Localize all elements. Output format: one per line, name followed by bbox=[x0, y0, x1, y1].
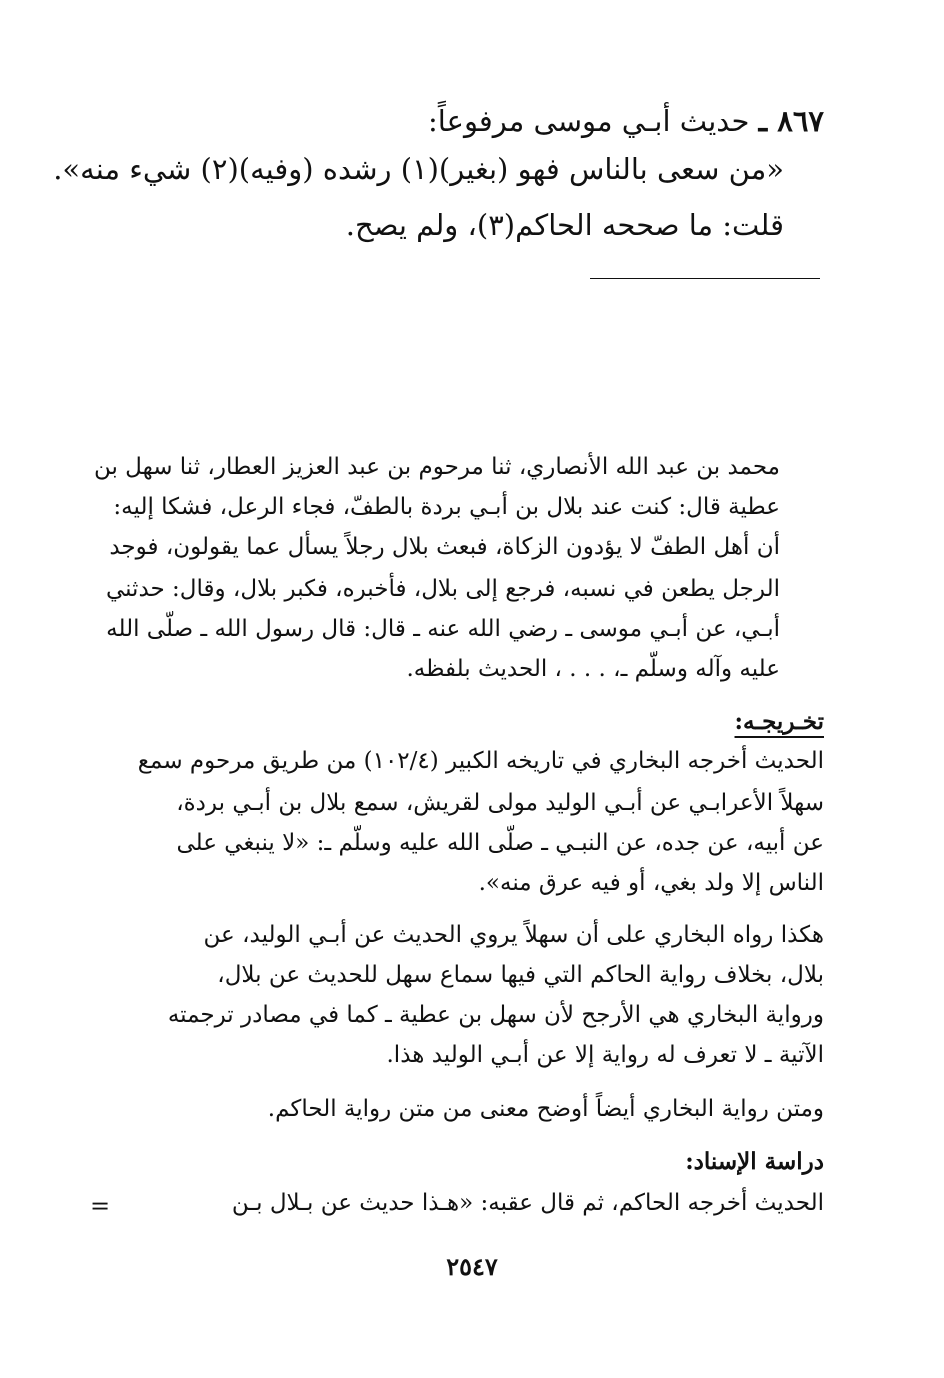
isnad-line-3: عطية قال: كنت عند بلال بن أبـي بردة بالطفّ، فجاء الرعل، فشكا إليه: bbox=[113, 494, 780, 520]
takhrij-p2-line-3: ورواية البخاري هي الأرجح لأن سهل بن عطية ـ كما في مصادر ترجمته bbox=[167, 1002, 824, 1028]
hadith-line-2: «من سعى بالناس فهو (بغير)(١) رشده (وفيه)(٢) شيء منه». bbox=[53, 152, 784, 186]
hadith-line-1 bbox=[120, 104, 824, 138]
page-number: ٢٥٤٧ bbox=[446, 1252, 498, 1281]
takhrij-p1-line-1: الحديث أخرجه البخاري في تاريخه الكبير (١٠٢/٤) من طريق مرحوم سمع bbox=[137, 748, 824, 774]
isnad-line-2: محمد بن عبد الله الأنصاري، ثنا مرحوم بن عبد العزيز العطار، ثنا سهل بن bbox=[93, 454, 780, 480]
takhrij-p2-line-4: الآتية ـ لا تعرف له رواية إلا عن أبـي الوليد هذا. bbox=[386, 1042, 824, 1068]
hadith-line-3: قلت: ما صححه الحاكم(٣)، ولم يصح. bbox=[345, 208, 784, 242]
takhrij-p2-line-2: بلال، بخلاف رواية الحاكم التي فيها سماع سهل للحديث عن بلال، bbox=[217, 962, 824, 988]
isnad-line-4: أن أهل الطفّ لا يؤدون الزكاة، فبعث بلال رجلاً يسأل عما يقولون، فوجد bbox=[109, 534, 780, 560]
takhrij-p3: ومتن رواية البخاري أيضاً أوضح معنى من متن رواية الحاكم. bbox=[267, 1096, 824, 1122]
takhrij-heading: تخـريجـه: bbox=[734, 708, 824, 735]
footnote-separator bbox=[590, 278, 820, 279]
hadith-number: ٨٦٧ ـ bbox=[758, 104, 824, 138]
dirasa-heading: دراسة الإسناد: bbox=[685, 1148, 824, 1175]
isnad-line-6: أبـي، عن أبـي موسى ـ رضي الله عنه ـ قال: قال رسول الله ـ صلّى الله bbox=[106, 616, 780, 642]
isnad-line-7: عليه وآله وسلّم ـ، . . . ، الحديث بلفظه. bbox=[406, 656, 780, 682]
takhrij-p1-line-2: سهلاً الأعرابـي عن أبـي الوليد مولى لقريش، سمع بلال بن أبـي بردة، bbox=[176, 790, 824, 816]
takhrij-p2-line-1: هكذا رواه البخاري على أن سهلاً يروي الحديث عن أبـي الوليد، عن bbox=[203, 922, 824, 948]
isnad-line-5: الرجل يطعن في نسبه، فرجع إلى بلال، فأخبره، فكبر بلال، وقال: حدثني bbox=[105, 576, 780, 602]
hadith-title: حديث أبـي موسى مرفوعاً: bbox=[428, 104, 750, 138]
dirasa-line-1: الحديث أخرجه الحاكم، ثم قال عقبه: «هـذا حديث عن بـلال بـن bbox=[231, 1190, 824, 1216]
takhrij-p1-line-3: عن أبيه، عن جده، عن النبـي ـ صلّى الله عليه وسلّم ـ: «لا ينبغي على bbox=[176, 830, 824, 856]
takhrij-p1-line-4: الناس إلا ولد بغي، أو فيه عرق منه». bbox=[478, 870, 824, 896]
continuation-mark: = bbox=[90, 1192, 111, 1220]
